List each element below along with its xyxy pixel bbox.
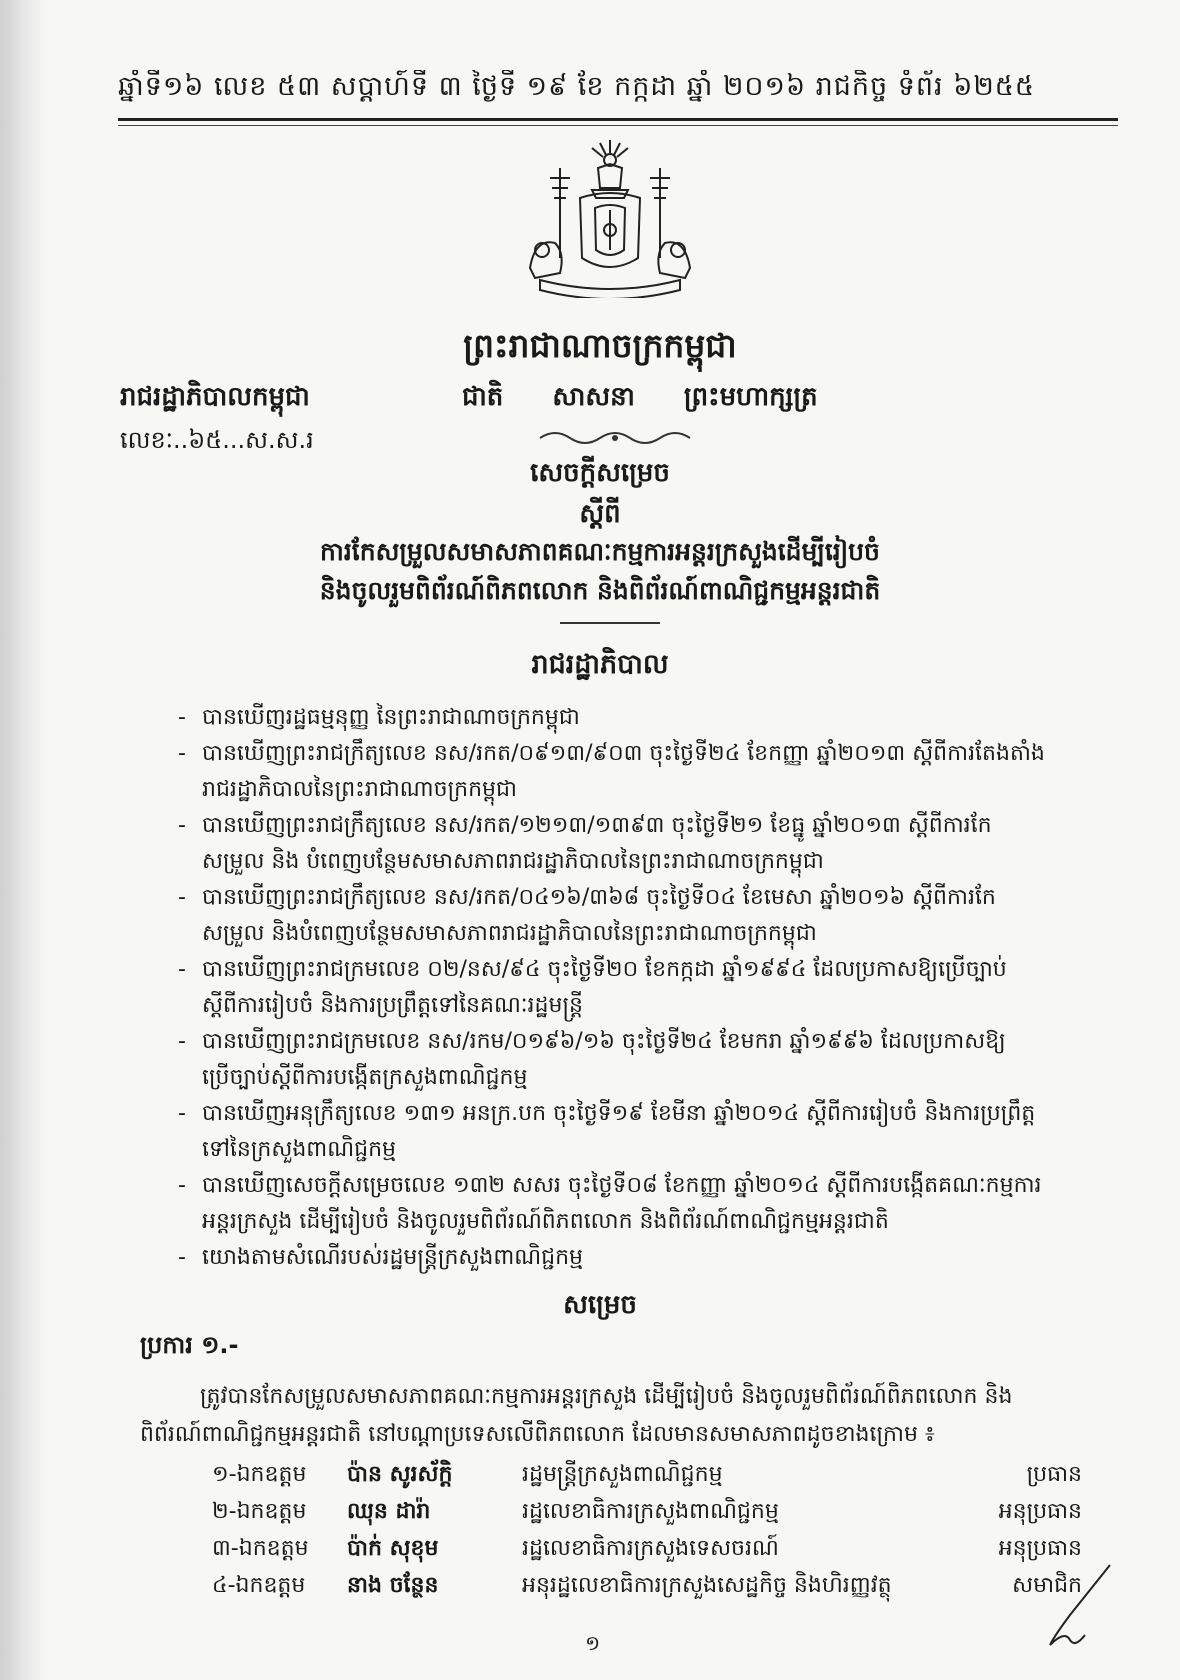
consideration-item [178, 1168, 1078, 1240]
consideration-line: បានឃើញអនុក្រឹត្យលេខ ១៣១ អនក្រ.បក ចុះថ្ងៃទី១៩ ខែមីនា ឆ្នាំ២០១៤ ស្តីពីការរៀបចំ និងការប្រព្រឹត្ត [202, 1101, 1036, 1126]
motto-nation: ជាតិ [462, 382, 504, 412]
consideration-item [178, 736, 1078, 808]
consideration-line: បានឃើញព្រះរាជក្រឹត្យលេខ នស/រកត/០៤១៦/៣៦៨ ចុះថ្ងៃទី០៤ ខែមេសា ឆ្នាំ២០១៦ ស្តីពីការកែ [202, 885, 996, 910]
consideration-item [178, 1024, 1078, 1096]
decision-about: ស្តីពី [579, 499, 621, 529]
issuer-name: រាជរដ្ឋាភិបាលកម្ពុជា [120, 382, 310, 412]
consideration-item [178, 700, 1078, 736]
kingdom-title: ព្រះរាជាណាចក្រកម្ពុជា [463, 326, 737, 365]
decides-heading: សម្រេច [563, 1290, 637, 1320]
member-title: ២-ឯកឧត្តម [212, 1499, 307, 1524]
bullet-dash: - [178, 1101, 186, 1126]
article-text-line-2: ពិព័រណ៍ពាណិជ្ជកម្មអន្តរជាតិ នៅបណ្តាប្រទេសលើពិភពលោក ដែលមានសមាសភាពដូចខាងក្រោម ៖ [140, 1422, 935, 1447]
article-text [140, 1378, 1080, 1454]
consideration-item [178, 1240, 1078, 1276]
motto-king: ព្រះមហាក្សត្រ [683, 382, 818, 412]
header-rule-thick [118, 118, 1118, 121]
consideration-line: ទៅនៃក្រសួងពាណិជ្ជកម្ម [202, 1137, 397, 1162]
member-title: ៤-ឯកឧត្តម [212, 1573, 306, 1598]
bullet-dash: - [178, 1245, 186, 1270]
member-row [212, 1534, 1082, 1571]
header-rule-thin [118, 125, 1118, 126]
consideration-item [178, 880, 1078, 952]
consideration-line: សម្រួល និងបំពេញបន្ថែមសមាសភាពរាជរដ្ឋាភិបាលនៃព្រះរាជាណាចក្រកម្ពុជា [202, 921, 817, 946]
consideration-item [178, 808, 1078, 880]
member-row [212, 1460, 1082, 1497]
bullet-dash: - [178, 1173, 186, 1198]
document-number: លេខៈ..៦៥...ស.ស.រ [120, 426, 314, 454]
consideration-line: បានឃើញសេចក្តីសម្រេចលេខ ១៣២ សសរ ចុះថ្ងៃទី០៨ ខែកញ្ញា ឆ្នាំ២០១៤ ស្តីពីការបង្កើតគណៈកម្មការ [202, 1173, 1042, 1198]
consideration-line: យោងតាមសំណើរបស់រដ្ឋមន្ត្រីក្រសួងពាណិជ្ជកម្ម [202, 1245, 584, 1270]
consideration-line: បានឃើញព្រះរាជក្រឹត្យលេខ នស/រកត/១២១៣/១៣៩៣ ចុះថ្ងៃទី២១ ខែធ្នូ ឆ្នាំ២០១៣ ស្តីពីការកែ [202, 813, 992, 838]
member-position: រដ្ឋលេខាធិការក្រសួងទេសចរណ៍ [522, 1536, 779, 1561]
page-number: ១ [585, 1631, 601, 1655]
gazette-header-line: ឆ្នាំទី១៦ លេខ ៥៣ សប្តាហ៍ទី ៣ ថ្ងៃទី ១៩ ខែ កក្កដា ឆ្នាំ ២០១៦ រាជកិច្ច ទំព័រ ៦២៥៥ [118, 71, 1035, 102]
handwritten-initial-icon [1040, 1560, 1120, 1650]
consideration-line: សម្រួល និង បំពេញបន្ថែមសមាសភាពរាជរដ្ឋាភិបាលនៃព្រះរាជាណាចក្រកម្ពុជា [202, 849, 824, 874]
member-title: ៣-ឯកឧត្តម [212, 1536, 309, 1561]
article-text-line-1: ត្រូវបានកែសម្រួលសមាសភាពគណៈកម្មការអន្តរក្រសួង ដើម្បីរៀបចំ និងចូលរួមពិព័រណ៍ពិភពលោក និង [200, 1384, 1013, 1409]
member-role: អនុប្រធាន [998, 1536, 1082, 1561]
motto-religion: សាសនា [552, 382, 635, 412]
consideration-line: ប្រើច្បាប់ស្តីពីការបង្កើតក្រសួងពាណិជ្ជកម្ម [202, 1065, 528, 1090]
consideration-item [178, 1096, 1078, 1168]
consideration-line: អន្តរក្រសួង ដើម្បីរៀបចំ និងចូលរួមពិព័រណ៍ពិភពលោក និងពិព័រណ៍ពាណិជ្ជកម្មអន្តរជាតិ [202, 1209, 889, 1234]
bullet-dash: - [178, 813, 186, 838]
member-name: ប៉ាន សូរស័ក្តិ [347, 1462, 453, 1487]
consideration-line: បានឃើញព្រះរាជក្រមលេខ ០២/នស/៩៤ ចុះថ្ងៃទី២០ ខែកក្កដា ឆ្នាំ១៩៩៤ ដែលប្រកាសឱ្យប្រើច្បាប់ [202, 957, 1007, 982]
member-list [212, 1460, 1082, 1608]
consideration-line: រាជរដ្ឋាភិបាលនៃព្រះរាជាណាចក្រកម្ពុជា [202, 777, 517, 802]
title-divider [560, 622, 660, 624]
consideration-line: ស្តីពីការរៀបចំ និងការប្រព្រឹត្តទៅនៃគណៈរដ្ឋមន្ត្រី [202, 993, 583, 1018]
considerations-list [178, 700, 1078, 1276]
decision-subject-line-1: ការកែសម្រួលសមាសភាពគណៈកម្មការអន្តរក្រសួងដើម្បីរៀបចំ [320, 537, 880, 566]
member-row [212, 1571, 1082, 1608]
bullet-dash: - [178, 1029, 186, 1054]
decision-subject-line-2: និងចូលរួមពិព័រណ៍ពិភពលោក និងពិព័រណ៍ពាណិជ្ជកម្មអន្តរជាតិ [319, 576, 881, 605]
government-heading: រាជរដ្ឋាភិបាល [531, 649, 669, 680]
consideration-item [178, 952, 1078, 1024]
decorative-ornament-icon [535, 428, 695, 448]
article-label: ប្រការ ១.- [140, 1331, 239, 1359]
national-motto [462, 380, 858, 418]
member-role: អនុប្រធាន [998, 1499, 1082, 1524]
member-row [212, 1497, 1082, 1534]
member-position: រដ្ឋលេខាធិការក្រសួងពាណិជ្ជកម្ម [522, 1499, 779, 1524]
member-name: ប៉ាក់ សុខុម [347, 1536, 439, 1561]
decision-type: សេចក្តីសម្រេច [530, 458, 670, 488]
member-position: អនុរដ្ឋលេខាធិការក្រសួងសេដ្ឋកិច្ច និងហិរញ្ញវត្ថុ [522, 1573, 892, 1598]
consideration-line: បានឃើញរដ្ឋធម្មនុញ្ញ នៃព្រះរាជាណាចក្រកម្ពុជា [202, 705, 580, 730]
member-role: សមាជិក [1012, 1573, 1082, 1598]
member-name: នាង ចន្ថែន [347, 1573, 439, 1598]
member-title: ១-ឯកឧត្តម [212, 1462, 307, 1487]
bullet-dash: - [178, 957, 186, 982]
member-position: រដ្ឋមន្ត្រីក្រសួងពាណិជ្ជកម្ម [522, 1462, 723, 1487]
consideration-line: បានឃើញព្រះរាជក្រឹត្យលេខ នស/រកត/០៩១៣/៩០៣ ចុះថ្ងៃទី២៤ ខែកញ្ញា ឆ្នាំ២០១៣ ស្តីពីការតែងតាំង [202, 741, 1045, 766]
bullet-dash: - [178, 885, 186, 910]
member-role: ប្រធាន [1026, 1462, 1082, 1487]
bullet-dash: - [178, 741, 186, 766]
member-name: ឈុន ដារ៉ា [347, 1499, 431, 1524]
bullet-dash: - [178, 705, 186, 730]
royal-arms-emblem-icon [520, 138, 700, 298]
consideration-line: បានឃើញព្រះរាជក្រមលេខ នស/រកម/០១៩៦/១៦ ចុះថ្ងៃទី២៤ ខែមករា ឆ្នាំ១៩៩៦ ដែលប្រកាសឱ្យ [202, 1029, 1006, 1054]
